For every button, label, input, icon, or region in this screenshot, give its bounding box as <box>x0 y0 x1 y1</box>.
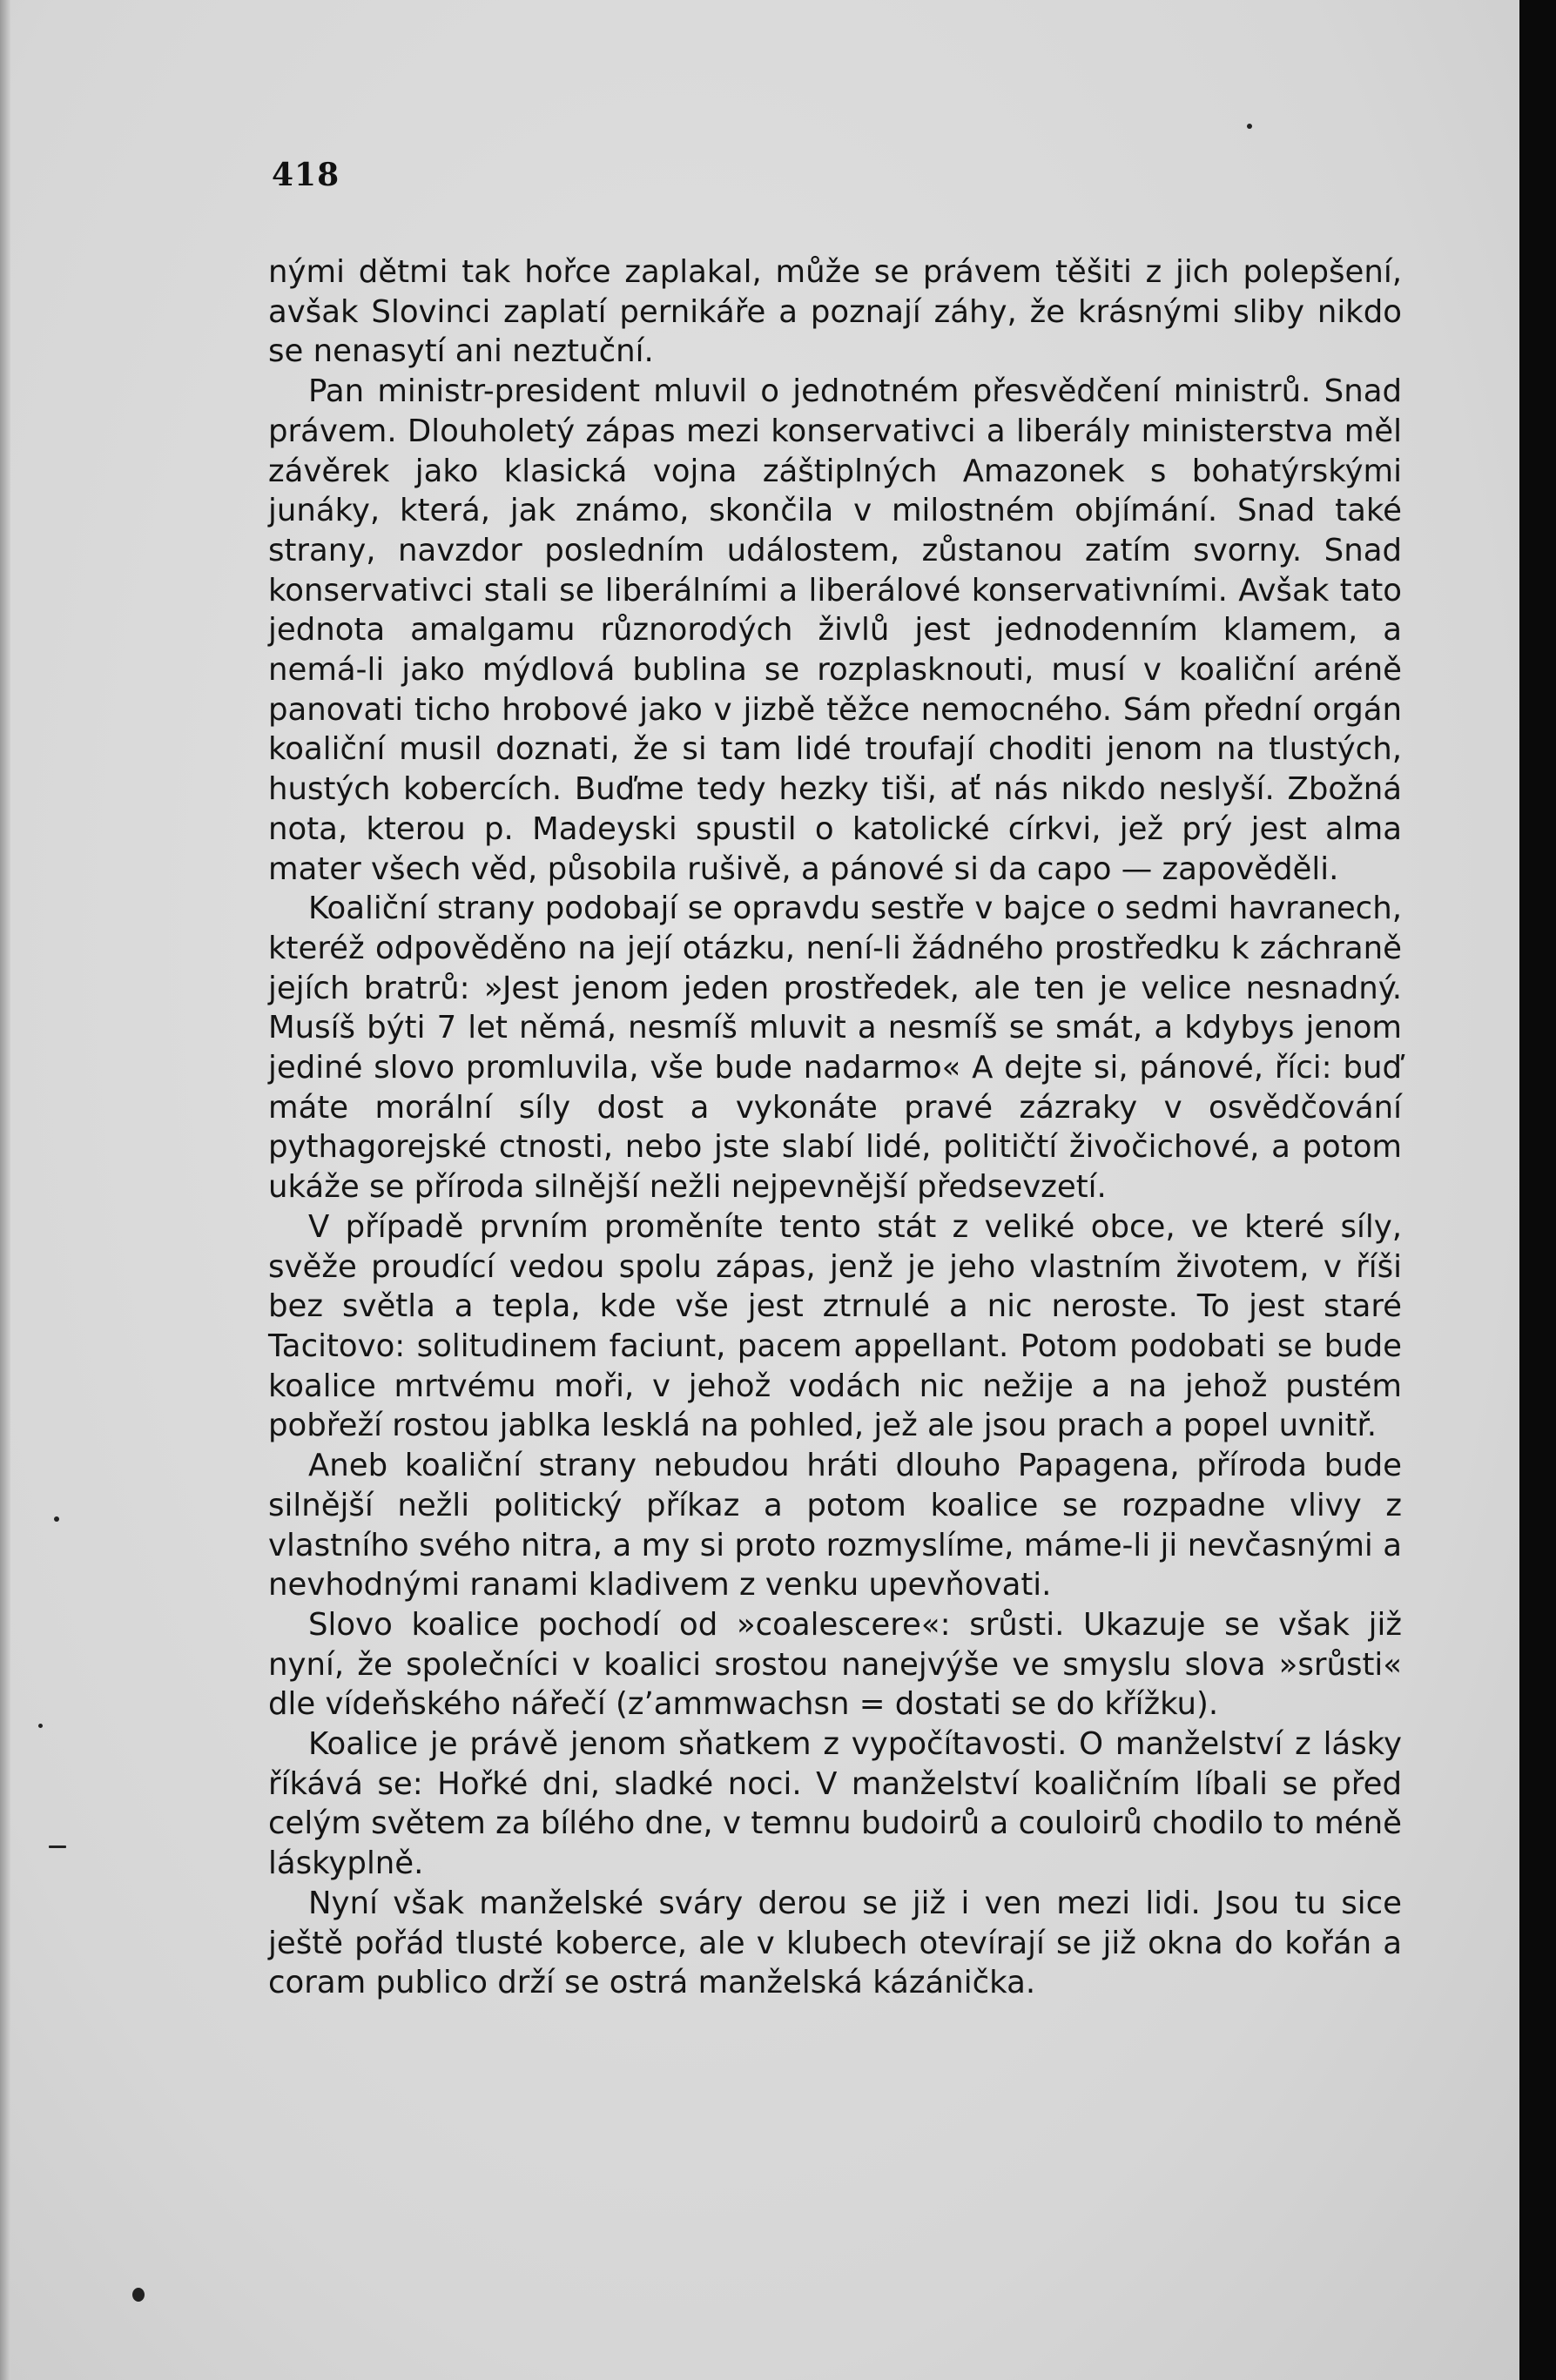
page-left-shadow <box>0 0 10 2380</box>
paragraph-5: Aneb koaliční strany nebudou hráti dlouho Papagena, příroda bude silnější nežli politický příkaz a potom koalice se rozpadne vlivy z vlastního svého nitra, a my si proto rozmyslíme, máme-li ji nevčasnými a nevhodnými ranami kladivem z venku upevňovati. <box>268 1448 1402 1603</box>
paragraph-4: V případě prvním proměníte tento stát z veliké obce, ve které síly, svěže proudící vedou spolu zápas, jenž je jeho vlastním životem, v říši bez světla a tepla, kde vše jest ztrnulé a nic neroste. To jest staré Tacitovo: solitudinem faciunt, pacem appellant. Potom podobati se bude koalice mrtvému moři, v jehož vodách nic nežije a na jehož pustém pobřeží rostou jablka lesklá na pohled, jež ale jsou prach a popel uvnitř. <box>268 1208 1402 1444</box>
scan-speck <box>54 1516 59 1522</box>
paragraph-6: Slovo koalice pochodí od »coalescere«: srůsti. Ukazuje se však již nyní, že společníci v koalici srostou nanejvýše ve smyslu slova »srůsti« dle vídeňského nářečí (z’ammwachsn = dostati se do křížku). <box>268 1606 1402 1723</box>
paragraph-2: Pan ministr-president mluvil o jednotném přesvědčení ministrů. Snad právem. Dlouholetý zápas mezi konservativci a liberály ministerstva měl závěrek jako klasická vojna záštiplných Amazonek s bohatýrskými junáky, která, jak známo, skončila v milostném objímání. Snad také strany, navzdor posledním událostem, zůstanou zatím svorny. Snad konservativci stali se liberálními a liberálové konservativními. Avšak tato jednota amalgamu různorodých živlů jest jednodenním klamem, a nemá-li jako mýdlová bublina se rozplasknouti, musí v koaliční aréně panovati ticho hrobové jako v jizbě těžce nemocného. Sám přední orgán koaliční musil doznati, že si tam lidé troufají choditi jenom na tlustých, hustých kobercích. Buďme tedy hezky tiši, ať nás nikdo neslyší. Zbožná nota, kterou p. Madeyski spustil o katolické církvi, jež prý jest alma mater všech věd, působila rušivě, a pánové si da capo — zapověděli. <box>268 373 1402 887</box>
scan-speck <box>38 1724 43 1728</box>
paragraph-8: Nyní však manželské sváry derou se již i ven mezi lidi. Jsou tu sice ještě pořád tlusté koberce, ale v klubech otevírají se již okna do kořán a coram publico drží se ostrá manželská kázánička. <box>268 1885 1402 2001</box>
body-text <box>268 252 1402 2003</box>
paragraph-3: Koaliční strany podobají se opravdu sestře v bajce o sedmi havranech, kteréž odpověděno na její otázku, není-li žádného prostředku k záchraně jejích bratrů: »Jest jenom jeden prostředek, ale ten je velice nesnadný. Musíš býti 7 let němá, nesmíš mluvit a nesmíš se smát, a kdybys jenom jediné slovo promluvila, vše bude nadarmo« A dejte si, pánové, říci: buď máte morální síly dost a vykonáte pravé zázraky v osvědčování pythagorejské ctnosti, nebo jste slabí lidé, političtí živočichové, a potom ukáže se příroda silnější nežli nejpevnější předsevzetí. <box>268 891 1402 1206</box>
scan-speck <box>49 1846 66 1848</box>
paragraph-1: nými dětmi tak hořce zaplakal, může se právem těšiti z jich polepšení, avšak Slovinci zaplatí pernikáře a poznají záhy, že krásnými sliby nikdo se nenasytí ani neztuční. <box>268 254 1402 370</box>
scan-speck <box>1247 124 1252 129</box>
scan-speck <box>132 2288 145 2302</box>
paragraph-7: Koalice je právě jenom sňatkem z vypočítavosti. O manželství z lásky říkává se: Hořké dni, sladké noci. V manželství koaličním líbali se před celým světem za bílého dne, v temnu budoirů a couloirů chodilo to méně láskyplně. <box>268 1726 1402 1882</box>
page-right-border <box>1519 0 1556 2380</box>
page-number: 418 <box>272 157 340 193</box>
